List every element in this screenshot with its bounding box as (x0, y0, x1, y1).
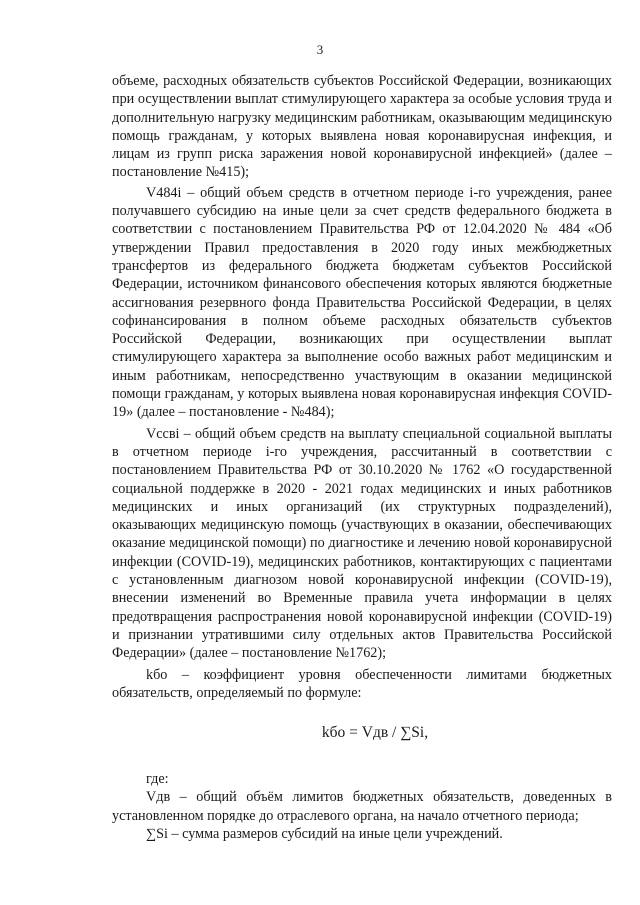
paragraph-kbo: kбо – коэффициент уровня обеспеченности лимитами бюджетных обязательств, определяемый по формуле: (112, 666, 612, 701)
where-label: где: (146, 771, 169, 788)
paragraph-v484: V484i – общий объем средств в отчетном периоде i-го учреждения, ранее получавшего субсидию на иные цели за счет средств федерального бюджета в соответствии с постановлением Правительства РФ от 12.04.2020 № 484 «Об утверждении Правил предоставления в 2020 году иных межбюджетных трансфертов из федерального бюджета бюджетам субъектов Российской Федерации, источником финансового обеспечения которых являются бюджетные ассигнования резервного фонда Правительства Российской Федерации, в целях софинансирования в полном объеме расходных обязательств субъектов Российской Федерации, возникающих при осуществлении выплат стимулирующего характера за выполнение особо важных работ медицинским и иным работникам, непосредственно участвующим в оказании медицинской помощи гражданам, у которых выявлена новая коронавирусная инфекция COVID-19» (далее – постановление - №484); (112, 184, 612, 421)
page-number: 3 (316, 42, 324, 57)
paragraph-continuation: объеме, расходных обязательств субъектов Российской Федерации, возникающих при осуществлении выплат стимулирующего характера за особые условия труда и дополнительную нагрузку медицинским работникам, оказывающим медицинскую помощь гражданам, у которых выявлена новая коронавирусная инфекция, и лицам из групп риска заражения новой коронавирусной инфекцией» (далее – постановление №415); (112, 73, 612, 181)
paragraph-vssv: Vссвi – общий объем средств на выплату специальной социальной выплаты в отчетном периоде i-го учреждения, рассчитанный в соответствии с постановлением Правительства РФ от 30.10.2020 № 1762 «О государственной социальной поддержке в 2020 - 2021 годах медицинских и иных работников медицинских и иных организаций (их структурных подразделений), оказывающих медицинскую помощь (участвующих в оказании, обеспечивающих оказание медицинской помощи) по диагностике и лечению новой коронавирусной инфекции (COVID-19), медицинских работников, контактирующих с пациентами с установленным диагнозом новой коронавирусной инфекции (COVID-19), внесении изменений во Временные правила учета информации в целях предотвращения распространения новой коронавирусной инфекции (COVID-19) и признании утратившими силу отдельных актов Правительства Российской Федерации» (далее – постановление №1762); (112, 425, 612, 662)
formula: kбо = Vдв / ∑Si, (321, 724, 429, 742)
document-body (112, 72, 612, 843)
definition-sum-si: ∑Si – сумма размеров субсидий на иные цели учреждений. (146, 825, 503, 842)
definition-vdv: Vдв – общий объём лимитов бюджетных обязательств, доведенных в установленном порядке до отраслевого органа, на начало отчетного периода; (112, 789, 612, 824)
